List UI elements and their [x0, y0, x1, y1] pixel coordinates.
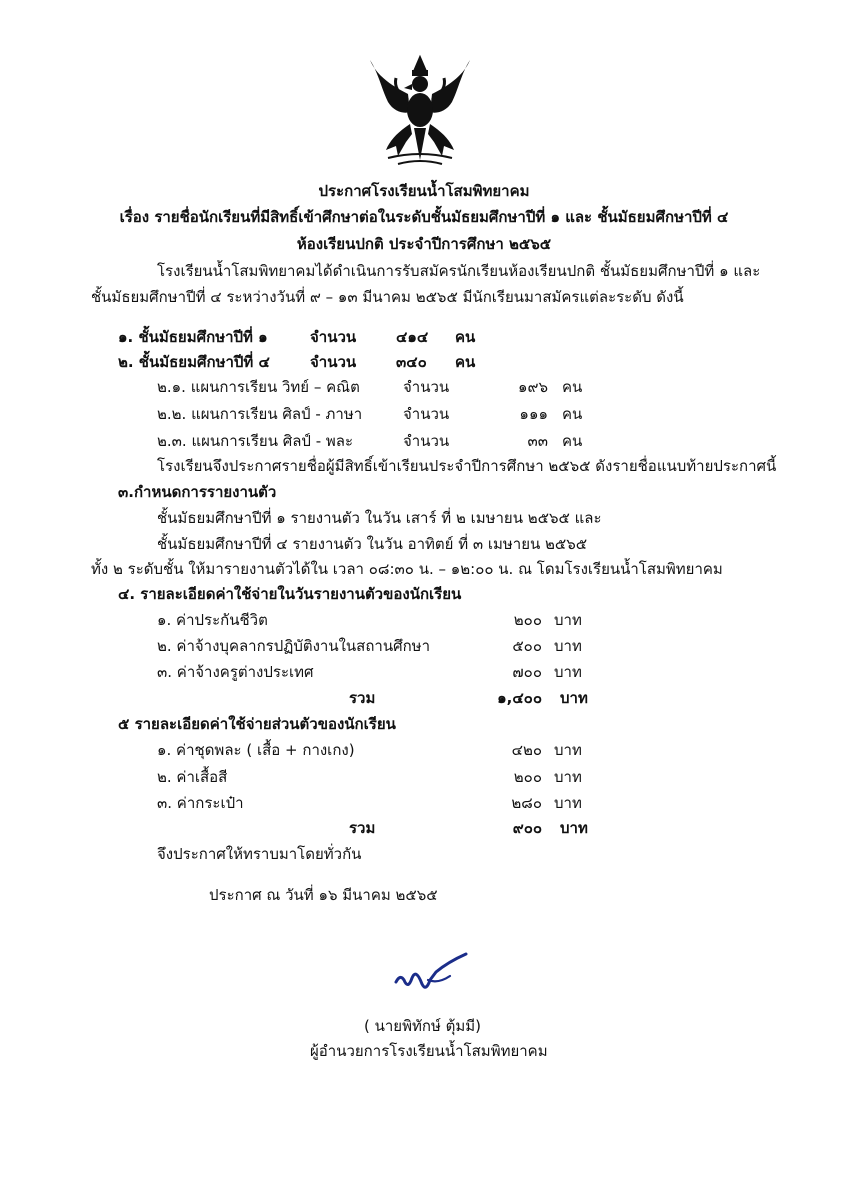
expenses-total-unit: บาท — [560, 689, 588, 707]
personal-unit: บาท — [554, 768, 582, 786]
expenses-total-label: รวม — [349, 689, 376, 707]
personal-heading: ๕ รายละเอียดค่าใช้จ่ายส่วนตัวของนักเรียน — [118, 715, 396, 733]
reporting-line-1: ชั้นมัธยมศึกษาปีที่ ๑ รายงานตัว ในวัน เสาร์ ที่ ๒ เมษายน ๒๕๖๕ และ — [157, 509, 602, 527]
personal-unit: บาท — [554, 741, 582, 759]
plan-unit: คน — [562, 405, 583, 423]
plan-count: ๑๑๑ — [519, 405, 548, 423]
m4-unit: คน — [455, 353, 476, 371]
m1-label: ๑. ชั้นมัธยมศึกษาปีที่ ๑ — [118, 328, 268, 346]
closing-announce: จึงประกาศให้ทราบมาโดยทั่วกัน — [157, 845, 362, 863]
m4-count-word: จำนวน — [310, 353, 357, 371]
expense-amount: ๗๐๐ — [512, 663, 542, 681]
personal-label: ๓. ค่ากระเป๋า — [157, 794, 244, 812]
m4-label: ๒. ชั้นมัธยมศึกษาปีที่ ๔ — [118, 353, 270, 371]
reporting-line-2: ชั้นมัธยมศึกษาปีที่ ๔ รายงานตัว ในวัน อาทิตย์ ที่ ๓ เมษายน ๒๕๖๕ — [157, 535, 588, 553]
reporting-line-3: ทั้ง ๒ ระดับชั้น ให้มารายงานตัวได้ใน เวลา ๐๘:๓๐ น. – ๑๒:๐๐ น. ณ โดมโรงเรียนน้ำโสมพิทยาคม — [91, 560, 723, 578]
m1-count-word: จำนวน — [310, 328, 357, 346]
m4-count: ๓๔๐ — [396, 353, 427, 371]
plan-count-word: จำนวน — [403, 378, 450, 396]
plan-count: ๑๙๖ — [517, 378, 548, 396]
personal-amount: ๒๘๐ — [511, 794, 542, 812]
plan-label: ๒.๑. แผนการเรียน วิทย์ – คณิต — [157, 378, 360, 396]
plan-label: ๒.๓. แผนการเรียน ศิลป์ - พละ — [157, 432, 354, 450]
expense-amount: ๒๐๐ — [513, 611, 542, 629]
personal-amount: ๔๒๐ — [511, 741, 542, 759]
expense-unit: บาท — [554, 611, 582, 629]
plan-count-word: จำนวน — [403, 405, 450, 423]
personal-label: ๑. ค่าชุดพละ ( เสื้อ + กางเกง) — [157, 741, 355, 759]
expense-label: ๓. ค่าจ้างครูต่างประเทศ — [157, 663, 314, 681]
garuda-emblem-icon — [368, 54, 472, 166]
m1-unit: คน — [455, 328, 476, 346]
announcement-subject: เรื่อง รายชื่อนักเรียนที่มีสิทธิ์เข้าศึกษาต่อในระดับชั้นมัธยมศึกษาปีที่ ๑ และ ชั้นมัธยมศึกษาปีที่ ๔ — [119, 208, 729, 226]
expense-label: ๑. ค่าประกันชีวิต — [157, 611, 268, 629]
plan-unit: คน — [562, 432, 583, 450]
applicants-note: โรงเรียนจึงประกาศรายชื่อผู้มีสิทธิ์เข้าเรียนประจำปีการศึกษา ๒๕๖๕ ดังรายชื่อแนบท้ายประกาศนี้ — [157, 457, 777, 475]
announcement-subject-line2: ห้องเรียนปกติ ประจำปีการศึกษา ๒๕๖๕ — [296, 235, 552, 253]
expenses-total: ๑,๔๐๐ — [497, 689, 542, 707]
plan-label: ๒.๒. แผนการเรียน ศิลป์ - ภาษา — [157, 405, 363, 423]
m1-count: ๔๑๔ — [396, 328, 429, 346]
plan-unit: คน — [562, 378, 583, 396]
announcement-title: ประกาศโรงเรียนน้ำโสมพิทยาคม — [318, 182, 530, 200]
plan-count-word: จำนวน — [403, 432, 450, 450]
personal-label: ๒. ค่าเสื้อสี — [157, 768, 228, 786]
signer-name: ( นายพิทักษ์ ตุ้มมี) — [364, 1017, 481, 1035]
expense-unit: บาท — [554, 637, 582, 655]
signer-title: ผู้อำนวยการโรงเรียนน้ำโสมพิทยาคม — [310, 1042, 548, 1060]
expense-amount: ๕๐๐ — [512, 637, 542, 655]
expense-unit: บาท — [554, 663, 582, 681]
reporting-heading: ๓.กำหนดการรายงานตัว — [118, 483, 277, 501]
personal-total-label: รวม — [349, 819, 376, 837]
intro-line-2: ชั้นมัธยมศึกษาปีที่ ๔ ระหว่างวันที่ ๙ – ๑๓ มีนาคม ๒๕๖๕ มีนักเรียนมาสมัครแต่ละระดับ ดังนี้ — [91, 288, 684, 306]
personal-amount: ๒๐๐ — [513, 768, 542, 786]
expense-label: ๒. ค่าจ้างบุคลากรปฏิบัติงานในสถานศึกษา — [157, 637, 430, 655]
expenses-heading: ๔. รายละเอียดค่าใช้จ่ายในวันรายงานตัวของนักเรียน — [118, 585, 462, 603]
handwritten-signature — [392, 950, 472, 1000]
intro-line-1: โรงเรียนน้ำโสมพิทยาคมได้ดำเนินการรับสมัครนักเรียนห้องเรียนปกติ ชั้นมัธยมศึกษาปีที่ ๑ และ — [157, 262, 761, 280]
personal-unit: บาท — [554, 794, 582, 812]
plan-count: ๓๓ — [527, 432, 548, 450]
personal-total: ๙๐๐ — [512, 819, 542, 837]
announcement-date: ประกาศ ณ วันที่ ๑๖ มีนาคม ๒๕๖๕ — [209, 886, 438, 904]
personal-total-unit: บาท — [560, 819, 588, 837]
